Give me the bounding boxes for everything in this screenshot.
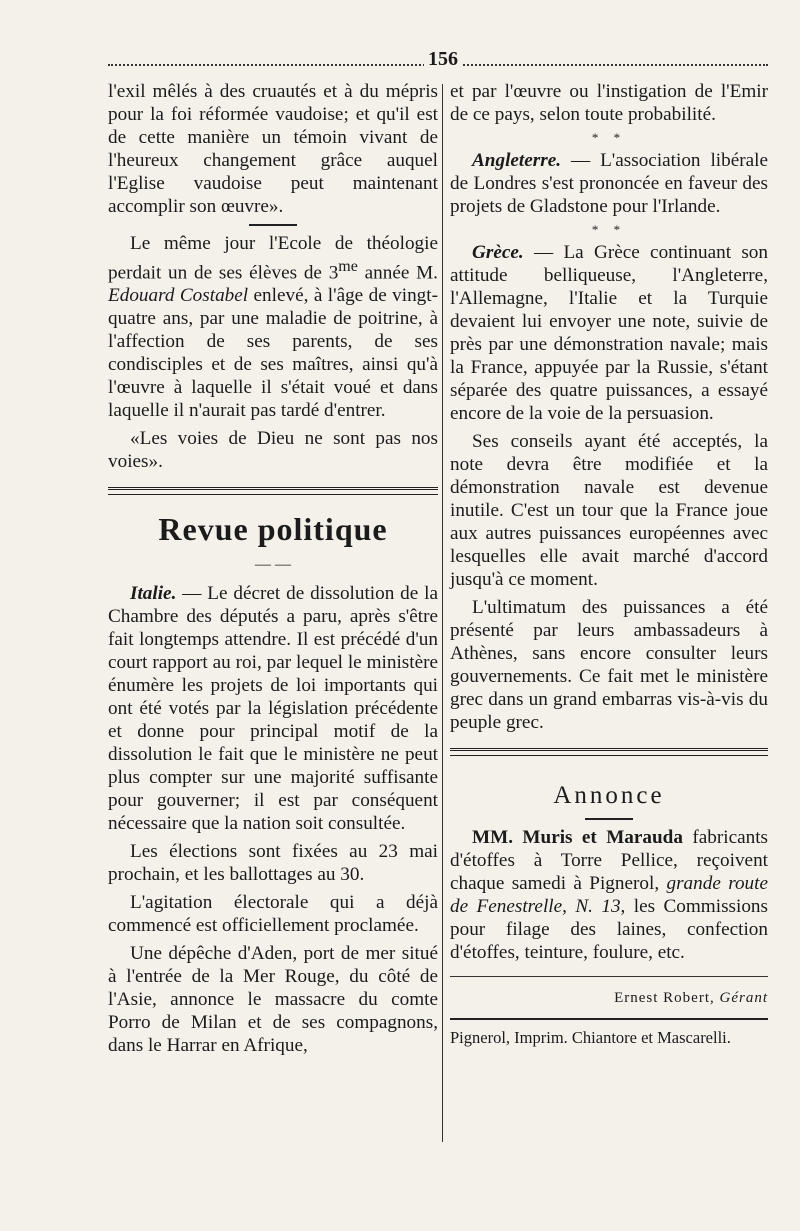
right-paragraph-emir: et par l'œuvre ou l'instigation de l'Emir de ce pays, selon toute probabilité. <box>450 81 768 125</box>
short-separator <box>585 818 633 820</box>
country-label-angleterre: Angleterre. <box>472 150 562 171</box>
short-separator <box>249 224 297 226</box>
column-divider <box>442 84 443 1142</box>
elections-paragraph: Les élections sont fixées au 23 mai prochain, et les ballottages au 30. <box>108 841 438 886</box>
stars-separator: * * <box>591 222 627 237</box>
conseils-paragraph: Ses conseils ayant été acceptés, la note devra être modifiée et la démonstration navale est devenue inutile. C'est un tour que la France joue aux autres puissances européennes avec lesquelles elle avait marché d'accord jusqu'à ce moment. <box>450 431 768 590</box>
advertisement-paragraph: MM. Muris et Marauda fabricants d'étoffes à Torre Pellice, reçoivent chaque samedi à Pignerol, grande route de Fenestrelle, N. 13, les Commissions pour filage des laines, confection d'étoffes, teinture, foulure, etc. <box>450 827 768 963</box>
right-column <box>450 80 768 1049</box>
grece-paragraph: Grèce. — La Grèce continuant son attitude belliqueuse, l'Angleterre, l'Allemagne, l'Italie et la Turquie devaient lui envoyer une note, suivie de près par une démonstration navale; mais la France, appuyée par la Russie, s'étant séparée des quatre puissances, a essayé encore de la voie de la persuasion. <box>450 242 768 424</box>
italie-paragraph: Italie. — Le décret de dissolution de la Chambre des députés a paru, après s'être fait longtemps attendre. Il est précédé d'un court rapport au roi, par lequel le ministère énumère les projets de loi importants qui ont été votés par la législation précédente et donne pour principal motif de la dissolution le fait que le ministère ne peut plus compter sur une majorité suffisante pour gouverner; il est par conséquent nécessaire que la nation soit consultée. <box>108 583 438 835</box>
printer-line: Pignerol, Imprim. Chiantore et Mascarelli. <box>450 1018 768 1049</box>
gerant-line <box>450 976 768 1010</box>
aden-paragraph: Une dépêche d'Aden, port de mer situé à l'entrée de la Mer Rouge, du côté de l'Asie, annonce le massacre du comte Porro de Milan et de ses compagnons, dans le Harrar en Afrique, <box>108 943 438 1057</box>
section-title-revue-politique: Revue politique <box>158 511 388 548</box>
gerant-title: Gérant <box>719 990 768 1006</box>
angleterre-paragraph: Angleterre. — L'association libérale de Londres s'est prononcée en faveur des projets de Gladstone pour l'Irlande. <box>450 150 768 217</box>
left-column <box>108 80 438 1062</box>
left-paragraph-costabel: Le même jour l'Ecole de théologie perdait un de ses élèves de $3^{me}$ année M. Edouard Costabel enlevé, à l'âge de vingt-quatre ans, par une maladie de poitrine, à l'affection de ses parents, de ses condisciples et de ses maîtres, ainsi qu'à l'œuvre à laquelle il s'était voué et dans laquelle il n'aurait pas tardé d'entrer. <box>108 233 438 422</box>
section-title-annonce: Annonce <box>553 782 665 809</box>
country-label-italie: Italie. <box>130 583 177 605</box>
left-paragraph-exil: l'exil mêlés à des cruautés et à du mépris pour la foi réformée vaudoise; et qu'il est de cette manière un témoin vivant de l'heureux changement grâce auquel l'Eglise vaudoise peut maintenant accomplir son œuvre». <box>108 81 438 217</box>
stars-separator: * * <box>591 130 627 145</box>
double-separator <box>450 748 768 756</box>
double-separator <box>108 487 438 495</box>
gerant-name: Ernest Robert, <box>614 990 715 1006</box>
agitation-paragraph: L'agitation électorale qui a déjà commencé est officiellement proclamée. <box>108 892 438 937</box>
title-dash: — — <box>255 556 291 574</box>
page-number: 156 <box>424 48 462 71</box>
ultimatum-paragraph: L'ultimatum des puissances a été présenté par leurs ambassadeurs à Athènes, sans encore consulter leurs gouvernements. Ce fait met le ministère grec dans un grand embarras vis-à-vis du peuple grec. <box>450 597 768 733</box>
advertiser-name: MM. Muris et Marauda <box>472 827 683 848</box>
left-paragraph-quote: «Les voies de Dieu ne sont pas nos voies». <box>108 428 438 473</box>
country-label-grece: Grèce. <box>472 242 524 263</box>
